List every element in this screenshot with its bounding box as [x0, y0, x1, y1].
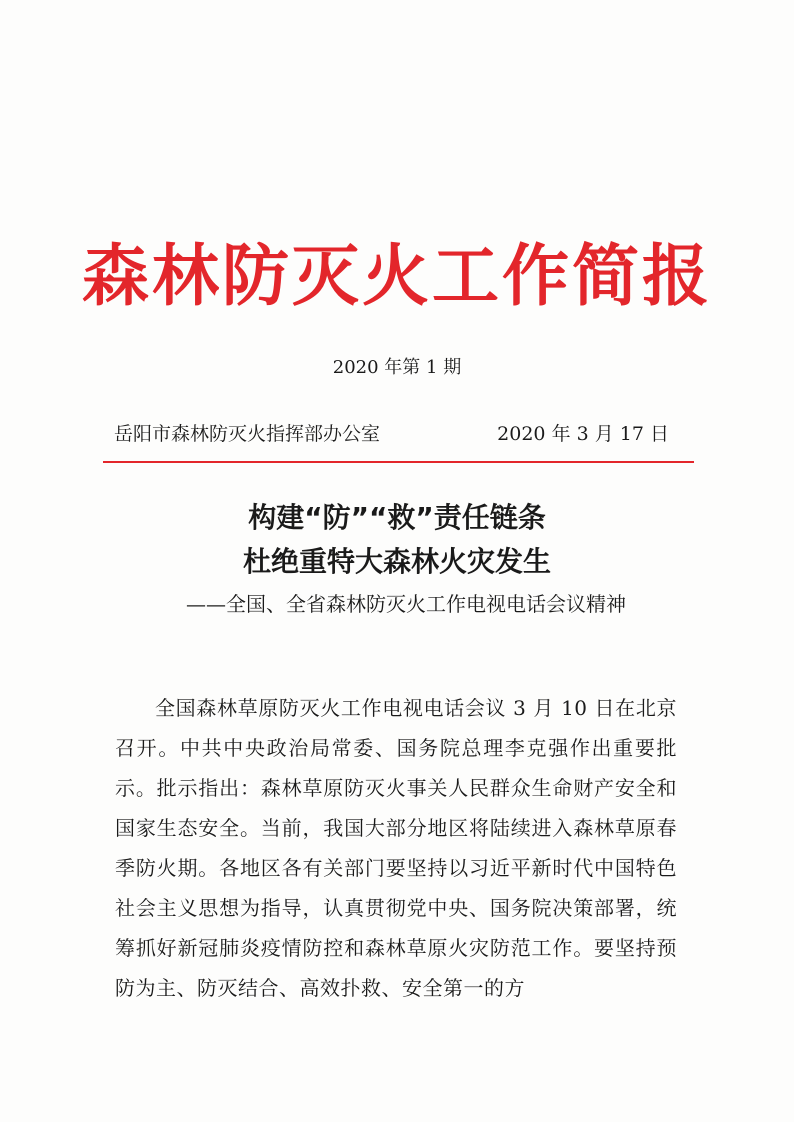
article-title-line-2: 杜绝重特大森林火灾发生	[242, 545, 551, 578]
article-title-line-1: 构建“防”“救”责任链条	[248, 501, 546, 534]
issue-number: 2020 年第 1 期	[332, 357, 462, 378]
red-divider-rule	[103, 461, 694, 463]
body-paragraph: 全国森林草原防灭火工作电视电话会议 3 月 10 日在北京召开。中共中央政治局常委、国务院总理李克强作出重要批示。批示指出：森林草原防灭火事关人民群众生命财产安全和国家生态安全。当前，我国大部分地区将陆续进入森林草原春季防火期。各地区各有关部门要坚持以习近平新时代中国特色社会主义思想为指导，认真贯彻党中央、国务院决策部署，统筹抓好新冠肺炎疫情防控和森林草原火灾防范工作。要坚持预防为主、防灭结合、高效扑救、安全第一的方	[115, 696, 677, 1000]
issue-date: 2020 年 3 月 17 日	[497, 423, 669, 445]
issuing-organization: 岳阳市森林防灭火指挥部办公室	[114, 423, 381, 445]
article-subtitle: ——全国、全省森林防灭火工作电视电话会议精神	[186, 592, 626, 616]
masthead-title: 森林防灭火工作简报	[82, 237, 712, 315]
